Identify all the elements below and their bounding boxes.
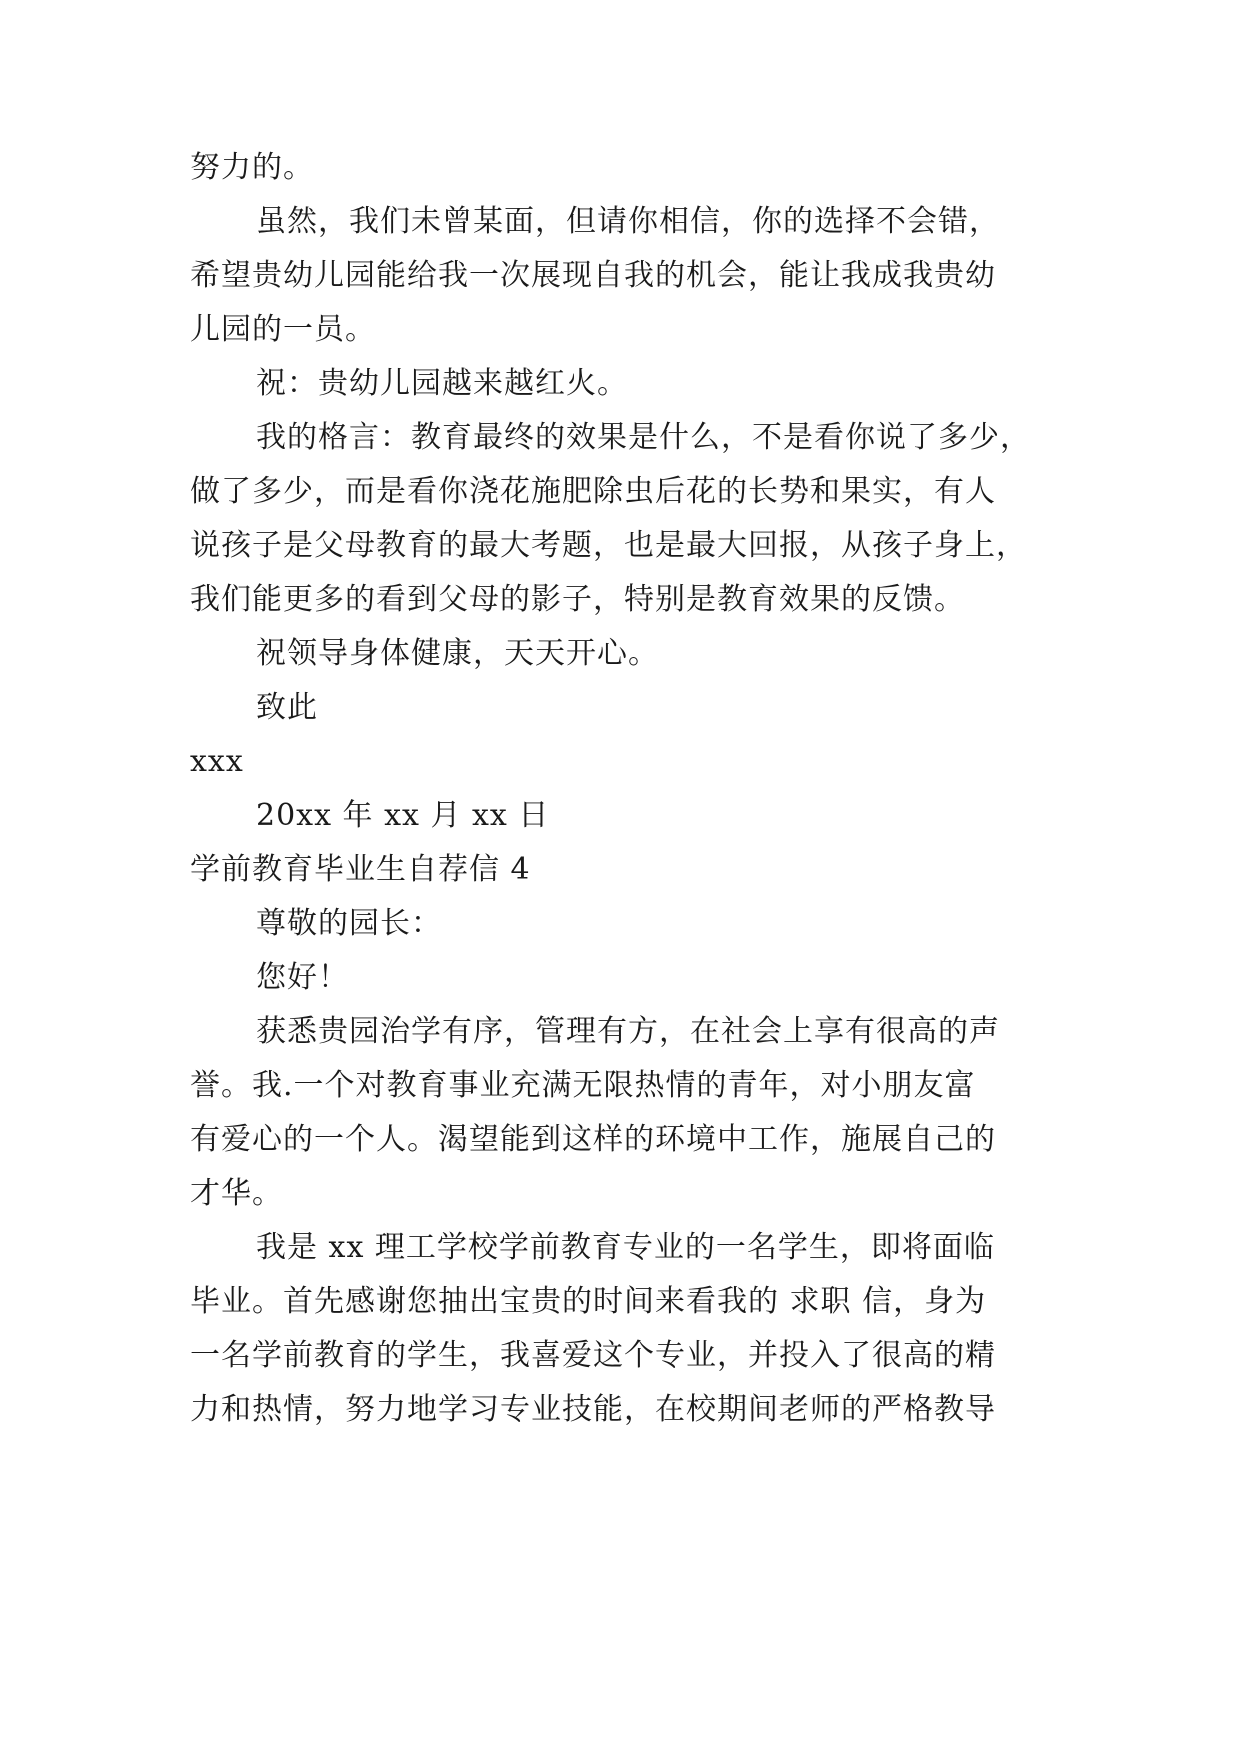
- text-line: 祝领导身体健康，天天开心。: [256, 636, 659, 671]
- date-line: 20xx 年 xx 月 xx 日: [256, 798, 550, 833]
- text-line: 致此: [256, 690, 318, 725]
- greeting: 您好！: [256, 960, 349, 995]
- text-line: 一名学前教育的学生，我喜爱这个专业，并投入了很高的精: [190, 1338, 996, 1373]
- text-line: 希望贵幼儿园能给我一次展现自我的机会，能让我成我贵幼: [190, 258, 996, 293]
- signature: xxx: [190, 744, 244, 779]
- text-line: 做了多少，而是看你浇花施肥除虫后花的长势和果实，有人: [190, 474, 996, 509]
- text-line: 说孩子是父母教育的最大考题，也是最大回报，从孩子身上，: [190, 528, 1027, 563]
- text-line: 力和热情，努力地学习专业技能，在校期间老师的严格教导: [190, 1392, 996, 1427]
- text-line: 祝：贵幼儿园越来越红火。: [256, 366, 628, 401]
- text-line: 有爱心的一个人。渴望能到这样的环境中工作，施展自己的: [190, 1122, 996, 1157]
- salutation: 尊敬的园长：: [256, 906, 442, 941]
- section-title: 学前教育毕业生自荐信 4: [190, 852, 531, 887]
- text-line: 毕业。首先感谢您抽出宝贵的时间来看我的 求职 信，身为: [190, 1284, 987, 1319]
- text-line: 誉。我.一个对教育事业充满无限热情的青年，对小朋友富: [190, 1068, 976, 1103]
- text-line: 我的格言：教育最终的效果是什么，不是看你说了多少，: [256, 420, 1031, 455]
- text-line: 虽然，我们未曾某面，但请你相信，你的选择不会错，: [256, 204, 1000, 239]
- text-line: 获悉贵园治学有序，管理有方，在社会上享有很高的声: [256, 1014, 1000, 1049]
- text-line: 我是 xx 理工学校学前教育专业的一名学生，即将面临: [256, 1230, 995, 1265]
- text-line: 我们能更多的看到父母的影子，特别是教育效果的反馈。: [190, 582, 965, 617]
- text-line: 努力的。: [190, 150, 314, 185]
- text-line: 儿园的一员。: [190, 312, 376, 347]
- text-line: 才华。: [190, 1176, 283, 1211]
